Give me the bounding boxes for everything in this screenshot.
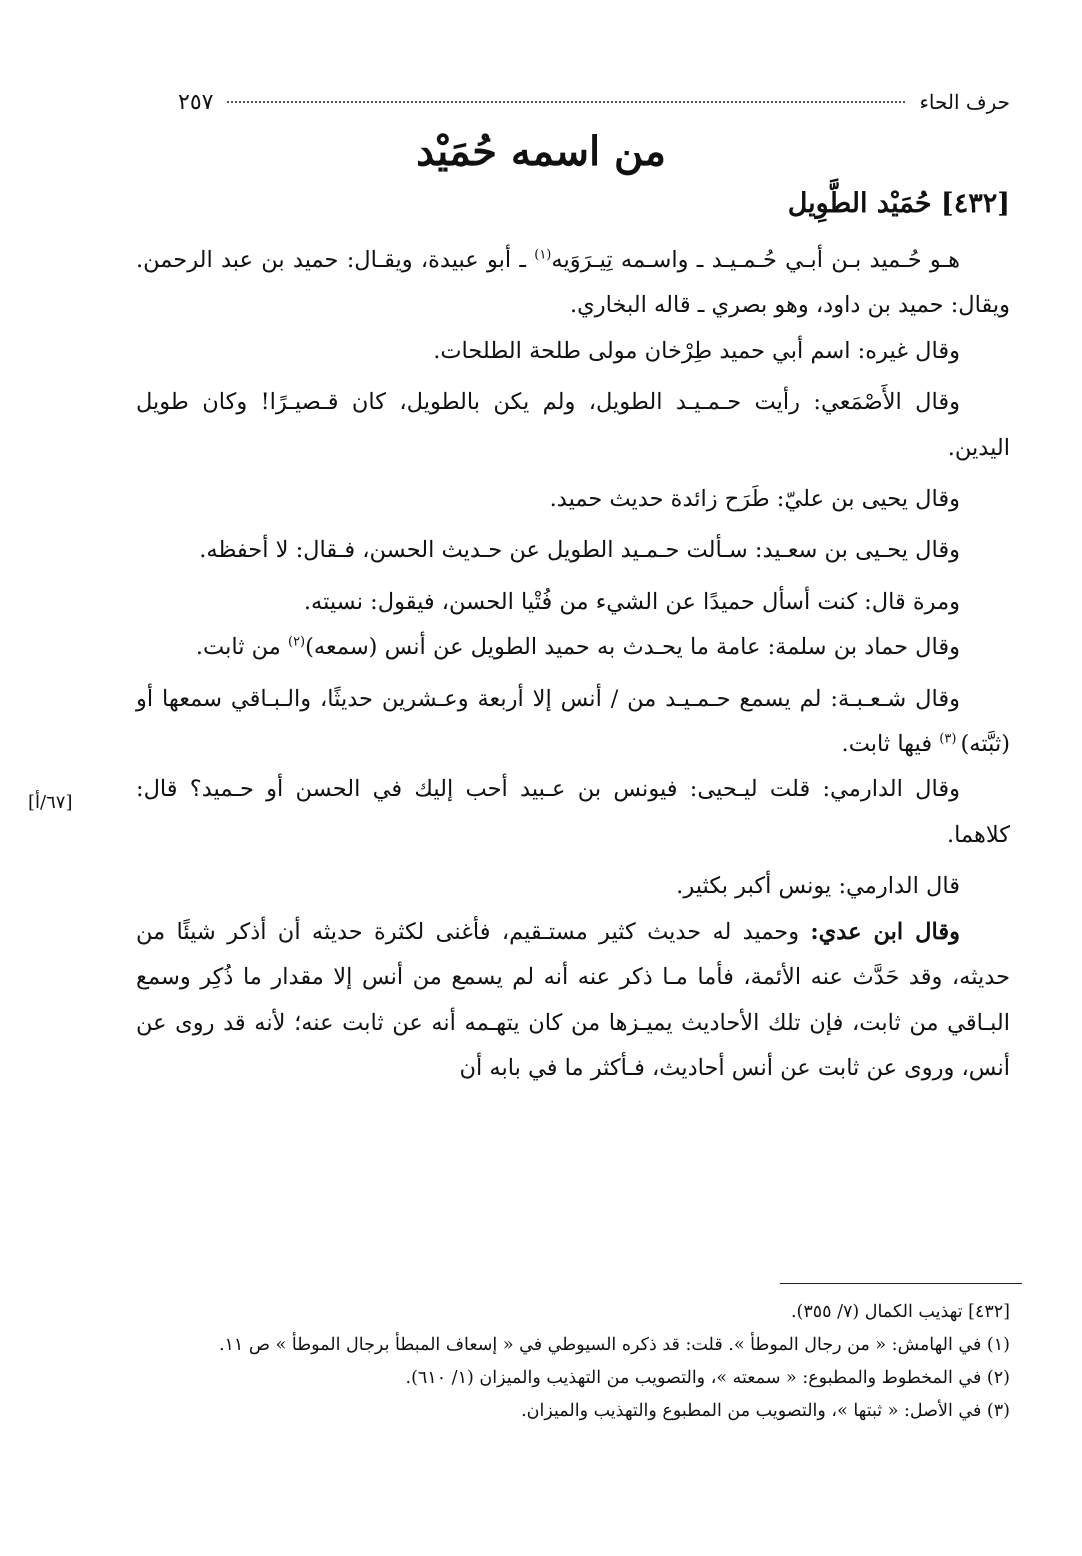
paragraph <box>136 625 1010 670</box>
manuscript-folio-note: [٦٧/أ] <box>28 792 73 813</box>
paragraph: وقال يحـيى بن سعـيد: سـألت حـمـيد الطويل عن حـديث الحسن، فـقال: لا أحفظه. <box>199 537 960 564</box>
paragraph: وقال يحيى بن عليّ: طَرَح زائدة حديث حميد. <box>549 486 960 513</box>
entry-name: حُمَيْد الطَّوِيل <box>787 188 932 219</box>
biography-text <box>136 238 1010 1091</box>
running-header <box>178 82 1010 122</box>
paragraph-text: وقال شـعـبـة: لم يسمع حـمـيـد من / أنس إلا أربعة وعـشرين حديثًا، والـبـاقي سمعها أو (ثبَّته) <box>136 685 1010 758</box>
paragraph: قال الدارمي: يونس أكبر بكثير. <box>676 873 960 900</box>
chapter-title: حرف الحاء <box>919 90 1010 114</box>
footnote-1: (١) في الهامش: « من رجال الموطأ ». قلت: قد ذكره السيوطي في « إسعاف المبطأ برجال الموطأ » ص ١١. <box>218 1335 1010 1355</box>
page-number: ٢٥٧ <box>178 89 214 115</box>
entry-heading <box>788 188 1010 219</box>
paragraph: وقال الأَصْمَعي: رأيت حـمـيـد الطويل، ولم يكن بالطويل، كان قـصيـرًا! وكان طويل اليدين. <box>136 389 1010 461</box>
paragraph-text: هـو حُـميد بـن أبـي حُـمـيـد ـ واسـمه تِيـرَوَيه <box>551 247 960 273</box>
footnote-3: (٣) في الأصل: « ثبتها »، والتصويب من المطبوع والتهذيب والميزان. <box>521 1401 1010 1421</box>
footnote-2: (٢) في المخطوط والمطبوع: « سمعته »، والتصويب من التهذيب والميزان (١/ ٦١٠). <box>405 1368 1010 1388</box>
quote-source: وقال ابن عدي: <box>810 918 960 945</box>
footnote-separator <box>780 1283 1022 1284</box>
footnote-ref-2: (٢) <box>287 634 306 650</box>
footnote-ref-1: (١) <box>534 247 552 263</box>
footnote-ref-3: (٣) <box>939 731 961 747</box>
section-title: من اسمه حُمَيْد <box>416 128 666 175</box>
header-rule <box>227 101 905 103</box>
footnotes <box>110 1296 1010 1428</box>
paragraph-text: وحميد له حديث كثير مستـقيم، فأغنى لكثرة حديثه أن أذكر شيئًا من حديثه، وقد حَدَّث عنه الأئمة، فأما مـا ذكر عنه أنه لم يسمع من أنس إلا مقدار ما ذُكِر وسمع البـاقي من ثابت، فإن تلك الأحاديث يميـزها من كان يتهـمه أنه عن ثابت عنه؛ لأنه قد روى عن أنس، وروى عن ثابت عن أنس أحاديث، فـأكثر ما في بابه أن <box>136 918 1010 1081</box>
paragraph-text: وقال حماد بن سلمة: عامة ما يحـدث به حميد الطويل عن أنس (سمعه) <box>305 634 960 661</box>
paragraph-text: من ثابت. <box>195 634 288 661</box>
paragraph-text: فيها ثابت. <box>841 731 940 758</box>
entry-number: [٤٣٢] <box>940 188 1010 219</box>
paragraph-text: ـ أبو عبيدة، ويقـال: حميد بن عبد الرحمن. ويقال: حميد بن داود، وهو بصري ـ قاله البخاري. <box>136 247 1010 319</box>
paragraph <box>136 677 1010 768</box>
paragraph: وقال غيره: اسم أبي حميد طِرْخان مولى طلحة الطلحات. <box>433 337 960 364</box>
paragraph <box>136 238 1010 329</box>
paragraph: وقال الدارمي: قلت ليـحيى: فيونس بن عـبيد أحب إليك في الحسن أو حـميد؟ قال: كلاهما. <box>136 776 1010 848</box>
footnote-source: [٤٣٢] تهذيب الكمال (٧/ ٣٥٥). <box>790 1302 1010 1322</box>
paragraph <box>136 910 1010 1092</box>
paragraph: ومرة قال: كنت أسأل حميدًا عن الشيء من فُتْيا الحسن، فيقول: نسيته. <box>303 588 960 615</box>
